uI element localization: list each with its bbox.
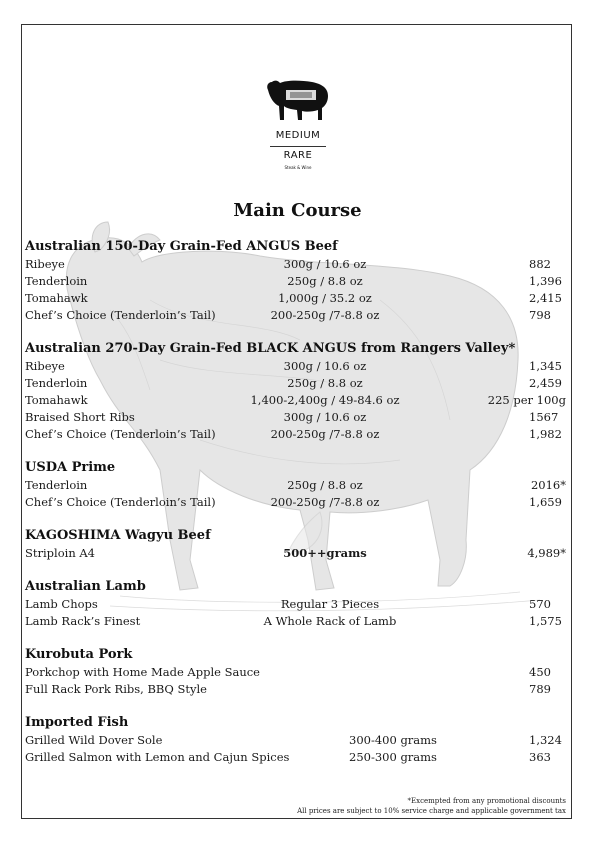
menu-item: Tomahawk 1,400-2,400g / 49-84.6 oz 225 per 100g — [25, 393, 566, 407]
menu-item: Striploin A4 500++grams 4,989* — [25, 546, 566, 560]
menu-item: Full Rack Pork Ribs, BBQ Style 789 — [25, 682, 551, 696]
menu-item: Chef’s Choice (Tenderloin’s Tail) 200-250g /7-8.8 oz 1,982 — [25, 427, 562, 441]
menu-item: Tenderloin 250g / 8.8 oz 2016* — [25, 478, 566, 492]
section-heading: Australian 150-Day Grain-Fed ANGUS Beef — [25, 239, 338, 254]
logo-name-bottom: RARE — [283, 150, 313, 161]
menu-item: Tomahawk 1,000g / 35.2 oz 2,415 — [25, 291, 562, 305]
section-heading: Australian 270-Day Grain-Fed BLACK ANGUS from Rangers Valley* — [25, 341, 516, 356]
menu-item: Tenderloin 250g / 8.8 oz 2,459 — [25, 376, 562, 390]
menu-item: Braised Short Ribs 300g / 10.6 oz 1567 — [25, 410, 559, 424]
menu-item: Grilled Salmon with Lemon and Cajun Spices 250-300 grams 363 — [25, 750, 551, 764]
section-heading: Australian Lamb — [25, 579, 146, 594]
menu-item: Ribeye 300g / 10.6 oz 1,345 — [25, 359, 562, 373]
menu-item: Porkchop with Home Made Apple Sauce 450 — [25, 665, 551, 679]
logo-divider — [270, 146, 326, 147]
logo-tagline: Steak & Wine — [284, 165, 312, 170]
service-charge-footnote: All prices are subject to 10% service charge and applicable government tax — [297, 807, 566, 815]
bull-logo-icon — [262, 76, 334, 126]
menu-item: Lamb Chops Regular 3 Pieces 570 — [25, 597, 551, 611]
logo-name-top: MEDIUM — [275, 130, 321, 141]
menu-item: Chef’s Choice (Tenderloin’s Tail) 200-250g /7-8.8 oz 798 — [25, 308, 551, 322]
discount-footnote: *Excempted from any promotional discounts — [407, 797, 566, 805]
section-heading: USDA Prime — [25, 460, 116, 475]
section-heading: Kurobuta Pork — [25, 647, 133, 662]
menu-item: Tenderloin 250g / 8.8 oz 1,396 — [25, 274, 562, 288]
section-heading: KAGOSHIMA Wagyu Beef — [25, 528, 211, 543]
section-heading: Imported Fish — [25, 715, 129, 730]
menu-item: Chef’s Choice (Tenderloin’s Tail) 200-250g /7-8.8 oz 1,659 — [25, 495, 562, 509]
menu-item: Grilled Wild Dover Sole 300-400 grams 1,324 — [25, 733, 562, 747]
menu-title: Main Course — [233, 200, 362, 221]
menu-item: Lamb Rack’s Finest A Whole Rack of Lamb 1,575 — [25, 614, 562, 628]
menu-item: Ribeye 300g / 10.6 oz 882 — [25, 257, 551, 271]
